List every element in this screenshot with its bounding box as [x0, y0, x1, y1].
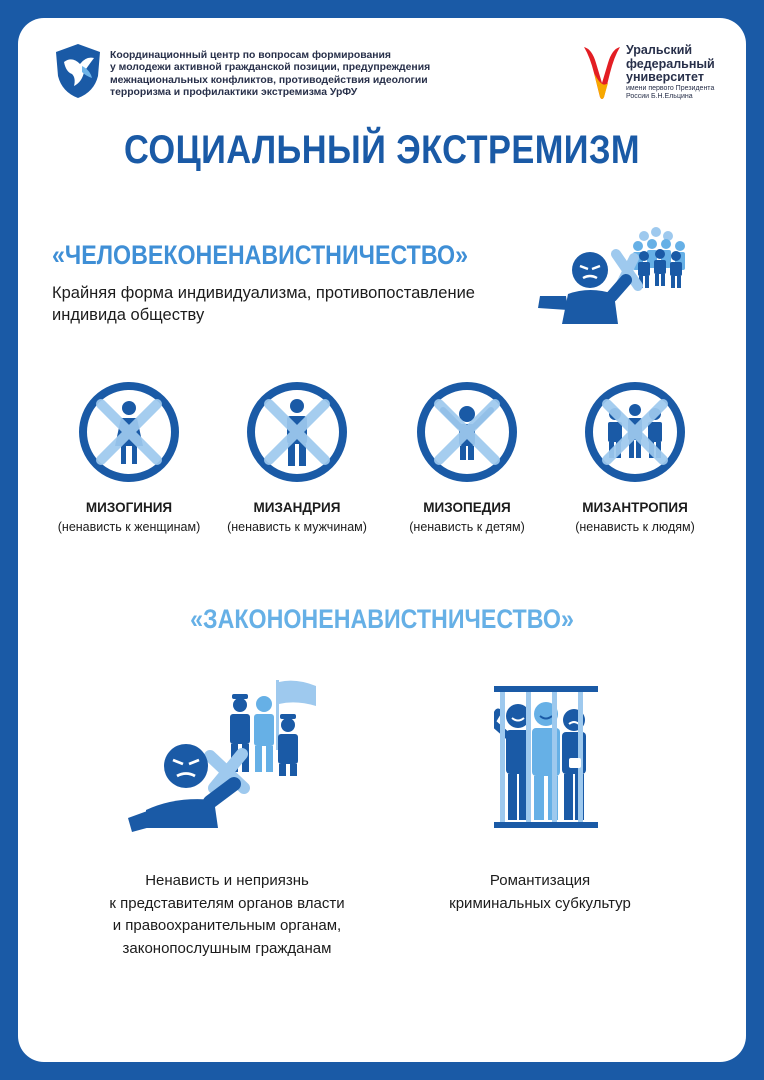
phobia-name: МИЗОГИНИЯ [85, 500, 173, 515]
phobia-description: (ненависть к людям) [575, 520, 695, 534]
organization-name [110, 50, 450, 100]
university-name-line: Уральский [626, 43, 693, 57]
misopedia-item [382, 380, 552, 534]
caption-line: Романтизация [489, 872, 591, 889]
prisoners-behind-bars-icon [494, 682, 598, 834]
no-men-icon [245, 380, 349, 484]
misogyny-item [44, 380, 214, 534]
section2-heading: «ЗАКОНОНЕНАВИСТНИЧЕСТВО» [190, 604, 574, 634]
phobia-description: (ненависть к детям) [409, 520, 525, 534]
caption-line: к представителям органов власти [109, 894, 345, 912]
org-line: терроризма и профилактики экстремизма УрФУ [110, 87, 358, 99]
phobia-name: МИЗАНТРОПИЯ [582, 500, 688, 515]
section1-heading: «ЧЕЛОВЕКОНЕНАВИСТНИЧЕСТВО» [52, 240, 468, 270]
caption-line: Ненависть и неприязнь [145, 872, 309, 889]
university-subtitle-line: имени первого Президента [626, 85, 715, 92]
university-subtitle [626, 85, 714, 101]
page-title: СОЦИАЛЬНЫЙ ЭКСТРЕМИЗМ [123, 128, 641, 172]
phobia-description: (ненависть к мужчинам) [227, 520, 367, 534]
angry-person-rejecting-authorities-icon [126, 676, 326, 842]
university-subtitle-line: России Б.Н.Ельцина [626, 93, 693, 101]
university-name-line: федеральный [626, 56, 715, 71]
caption-line: и правоохранительным органам, [112, 917, 342, 934]
phobia-description: (ненависть к женщинам) [57, 520, 201, 534]
caption-line: криминальных субкультур [449, 894, 631, 912]
section1-description: Крайняя форма индивидуализма, противопоставление индивида обществу [52, 284, 475, 324]
org-line: Координационный центр по вопросам формирования [110, 50, 391, 61]
phobia-name: МИЗАНДРИЯ [253, 500, 341, 515]
authorities-hatred-caption [96, 870, 358, 960]
coordination-center-logo-icon [54, 42, 102, 100]
no-women-icon [77, 380, 181, 484]
phobia-name: МИЗОПЕДИЯ [423, 500, 511, 515]
no-children-icon [415, 380, 519, 484]
criminal-subculture-caption [430, 870, 650, 915]
misandry-item [212, 380, 382, 534]
university-name-line: университет [626, 70, 704, 84]
caption-line: законопослушным гражданам [122, 939, 332, 957]
university-name [626, 44, 715, 85]
urfu-logo-icon [582, 43, 622, 103]
org-line: межнациональных конфликтов, противодействия идеологии [110, 74, 428, 86]
no-people-icon [583, 380, 687, 484]
misanthropy-item [550, 380, 720, 534]
org-line: у молодежи активной гражданской позиции, предупреждения [110, 62, 431, 74]
angry-person-rejecting-crowd-icon [534, 224, 694, 328]
